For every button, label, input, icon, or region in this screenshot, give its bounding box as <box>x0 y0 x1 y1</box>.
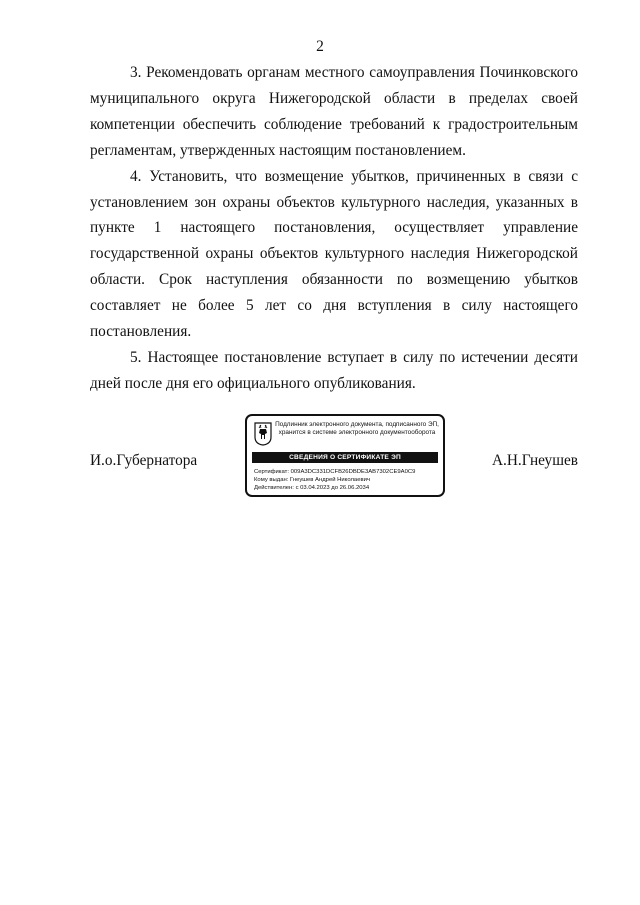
signatory-name: А.Н.Гнеушев <box>491 452 578 469</box>
paragraph-4: 4. Установить, что возмещение убытков, причиненных в связи с установлением зон охраны объектов культурного наследия, указанных в пункте 1 настоящего постановления, осуществляет управление государственной охраны объектов культурного наследия Нижегородской области. Срок наступления обязанности по возмещению убытков составляет не более 5 лет со дня вступления в силу настоящего постановления. <box>90 167 578 341</box>
deer-emblem-icon <box>254 422 272 446</box>
electronic-signature-stamp <box>245 414 445 497</box>
stamp-banner: СВЕДЕНИЯ О СЕРТИФИКАТЕ ЭП <box>252 452 438 463</box>
stamp-header-line-2: хранится в системе электронного документооборота <box>278 429 436 436</box>
signature-block <box>90 414 578 500</box>
certificate-owner: Кому выдан: Гнеушев Андрей Николаевич <box>254 477 370 483</box>
document-body <box>90 60 578 397</box>
certificate-details <box>254 468 440 492</box>
paragraph-3: 3. Рекомендовать органам местного самоуправления Починковского муниципального округа Нижегородской области в пределах своей компетенции обеспечить соблюдение требований к градостроительным регламентам, утвержденных настоящим постановлением. <box>90 64 578 159</box>
stamp-header-line-1: Подлинник электронного документа, подписанного ЭП, <box>275 421 439 428</box>
certificate-number: Сертификат: 009A3DC331DCFB26DBDE3AB7302CE9A0C9 <box>254 469 416 475</box>
stamp-header <box>273 421 441 437</box>
certificate-validity: Действителен: с 03.04.2023 до 26.06.2034 <box>254 485 370 491</box>
paragraph-5: 5. Настоящее постановление вступает в силу по истечении десяти дней после дня его официального опубликования. <box>90 348 578 392</box>
signatory-title: И.о.Губернатора <box>90 452 198 469</box>
page-number: 2 <box>316 38 324 55</box>
